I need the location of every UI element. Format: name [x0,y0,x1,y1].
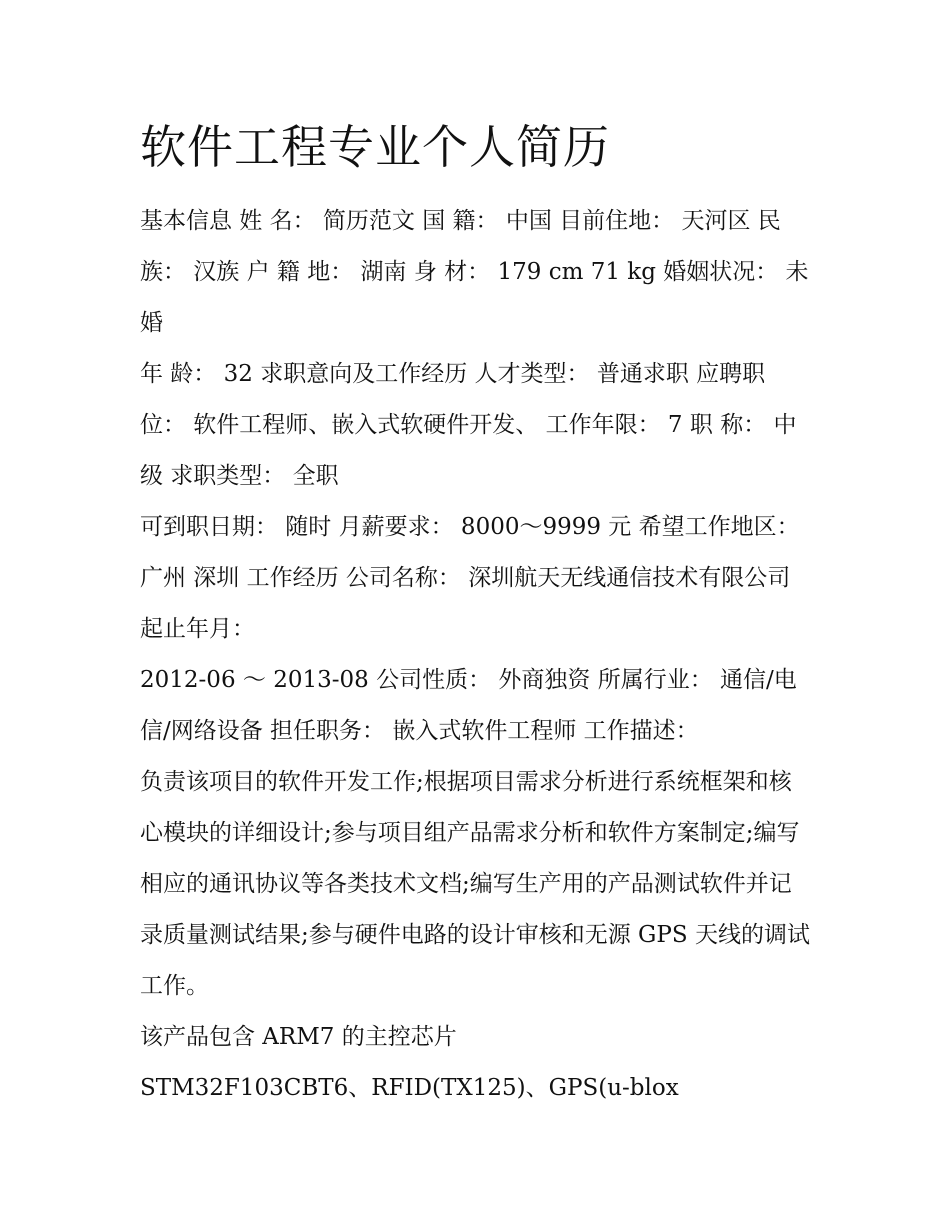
paragraph-job-description: 负责该项目的软件开发工作;根据项目需求分析进行系统框架和核心模块的详细设计;参与项目组产品需求分析和软件方案制定;编写相应的通讯协议等各类技术文档;编写生产用的产品测试软件并记录质量测试结果;参与硬件电路的设计审核和无源 GPS 天线的调试工作。 [140,769,810,999]
paragraph-product-intro: 该产品包含 ARM7 的主控芯片 [140,1024,457,1050]
paragraph-work-period: 2012-06 ～ 2013-08 公司性质： 外商独资 所属行业： 通信/电信/网络设备 担任职务： 嵌入式软件工程师 工作描述： [140,667,797,744]
paragraph-availability: 可到职日期： 随时 月薪要求： 8000～9999 元 希望工作地区： 广州 深圳 工作经历 公司名称： 深圳航天无线通信技术有限公司 起止年月： [140,514,800,642]
document-title: 软件工程专业个人简历 [140,120,610,174]
paragraph-basic-info: 基本信息 姓 名： 简历范文 国 籍： 中国 目前住地： 天河区 民 族： 汉族 户 籍 地： 湖南 身 材： 179 cm 71 kg 婚姻状况： 未婚 [140,208,809,336]
paragraph-job-intention: 年 龄： 32 求职意向及工作经历 人才类型： 普通求职 应聘职位： 软件工程师、嵌入式软硬件开发、 工作年限： 7 职 称： 中级 求职类型： 全职 [140,361,797,489]
paragraph-product-components: STM32F103CBT6、RFID(TX125)、GPS(u-blox [140,1075,679,1101]
document-body [140,196,810,1114]
